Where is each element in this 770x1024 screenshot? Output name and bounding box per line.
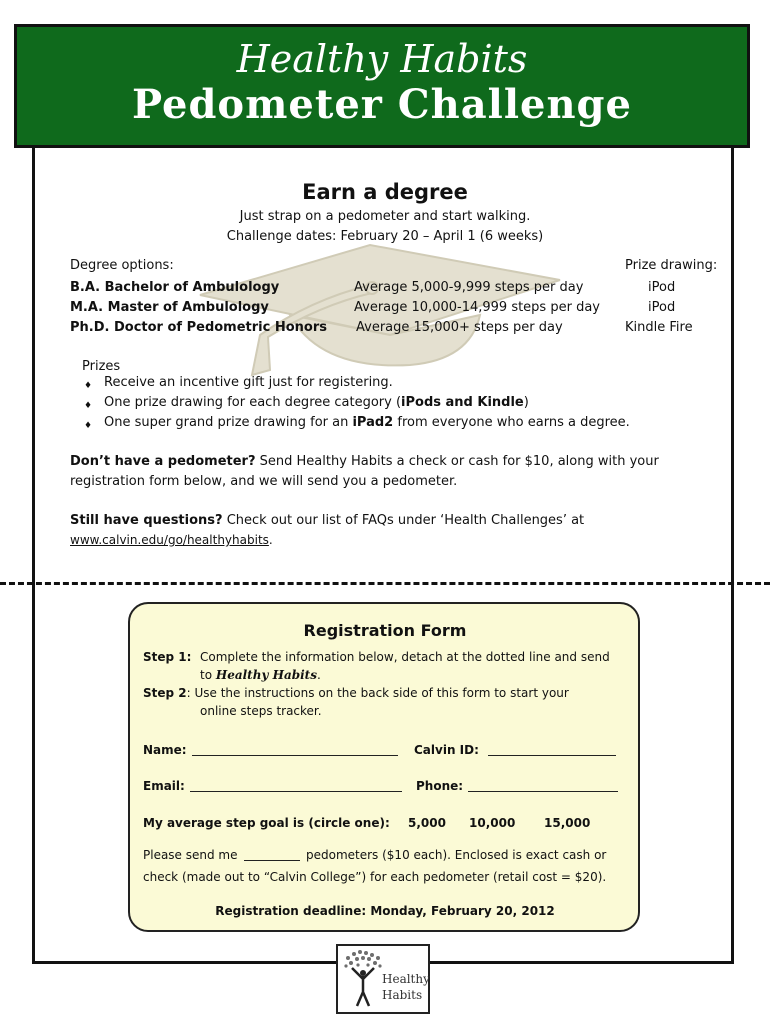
prize-item-2: One prize drawing for each degree category (iPods and Kindle) (104, 395, 529, 410)
questions-text: Still have questions? Check out our list of FAQs under ‘Health Challenges’ at (70, 513, 585, 528)
healthy-habits-logo (336, 944, 430, 1014)
name-field[interactable] (192, 755, 398, 756)
step1-text: Complete the information below, detach at the dotted line and send (200, 650, 610, 664)
header-title-line1: Healthy Habits (236, 37, 528, 81)
degree-steps: Average 10,000-14,999 steps per day (354, 300, 600, 315)
email-label: Email: (143, 779, 185, 793)
degree-prize: Kindle Fire (625, 320, 693, 335)
bullet-icon: ♦ (84, 381, 93, 391)
send-post: pedometers ($10 each). Enclosed is exact cash or (306, 848, 607, 862)
registration-deadline: Registration deadline: Monday, February 20, 2012 (215, 904, 555, 918)
degree-prize: iPod (648, 280, 676, 295)
phone-label: Phone: (416, 779, 464, 793)
degree-steps: Average 5,000-9,999 steps per day (354, 280, 584, 295)
email-field[interactable] (190, 791, 402, 792)
no-pedometer-text: Don’t have a pedometer? Send Healthy Habits a check or cash for $10, along with your (70, 454, 659, 469)
detach-dashed-line (0, 582, 770, 585)
logo-text-healthy: Healthy (382, 972, 430, 986)
calvin-id-field[interactable] (488, 755, 616, 756)
intro-line1: Just strap on a pedometer and start walking. (239, 209, 531, 224)
prizes-label: Prizes (82, 359, 121, 374)
header-title-line2: Pedometer Challenge (132, 81, 632, 128)
degree-options-header: Degree options: (70, 258, 174, 273)
bullet-icon: ♦ (84, 421, 93, 431)
pedometer-quantity-field[interactable] (244, 860, 300, 861)
prize-drawing-header: Prize drawing: (625, 258, 718, 273)
phone-field[interactable] (468, 791, 618, 792)
intro-heading: Earn a degree (302, 180, 468, 204)
degree-steps: Average 15,000+ steps per day (356, 320, 563, 335)
name-label: Name: (143, 743, 187, 757)
header-banner (14, 24, 750, 148)
degree-name: M.A. Master of Ambulology (70, 300, 269, 315)
degree-name: B.A. Bachelor of Ambulology (70, 280, 280, 295)
degree-prize: iPod (648, 300, 676, 315)
goal-option-5000[interactable]: 5,000 (408, 816, 446, 830)
step2-line: Step 2: Use the instructions on the back side of this form to start your (143, 686, 569, 700)
degree-name: Ph.D. Doctor of Pedometric Honors (70, 320, 328, 335)
goal-option-10000[interactable]: 10,000 (469, 816, 516, 830)
step-goal-label: My average step goal is (circle one): (143, 816, 390, 830)
questions-link-line: www.calvin.edu/go/healthyhabits. (70, 533, 273, 547)
healthyhabits-link[interactable]: www.calvin.edu/go/healthyhabits (70, 533, 269, 547)
send-pre: Please send me (143, 848, 238, 862)
step1-text-2: to Healthy Habits. (200, 668, 321, 682)
step1-label: Step 1: (143, 650, 192, 664)
calvin-id-label: Calvin ID: (414, 743, 479, 757)
registration-form-title: Registration Form (303, 621, 467, 640)
send-line2: check (made out to “Calvin College”) for each pedometer (retail cost = $20). (143, 870, 607, 884)
prize-item-1: Receive an incentive gift just for registering. (104, 375, 393, 390)
goal-option-15000[interactable]: 15,000 (544, 816, 591, 830)
prize-item-3: One super grand prize drawing for an iPad2 from everyone who earns a degree. (104, 415, 630, 430)
step2-text-2: online steps tracker. (200, 704, 322, 718)
no-pedometer-text-2: registration form below, and we will send you a pedometer. (70, 474, 458, 489)
bullet-icon: ♦ (84, 401, 93, 411)
intro-line2: Challenge dates: February 20 – April 1 (6 weeks) (226, 229, 544, 244)
logo-text-habits: Habits (382, 988, 423, 1002)
